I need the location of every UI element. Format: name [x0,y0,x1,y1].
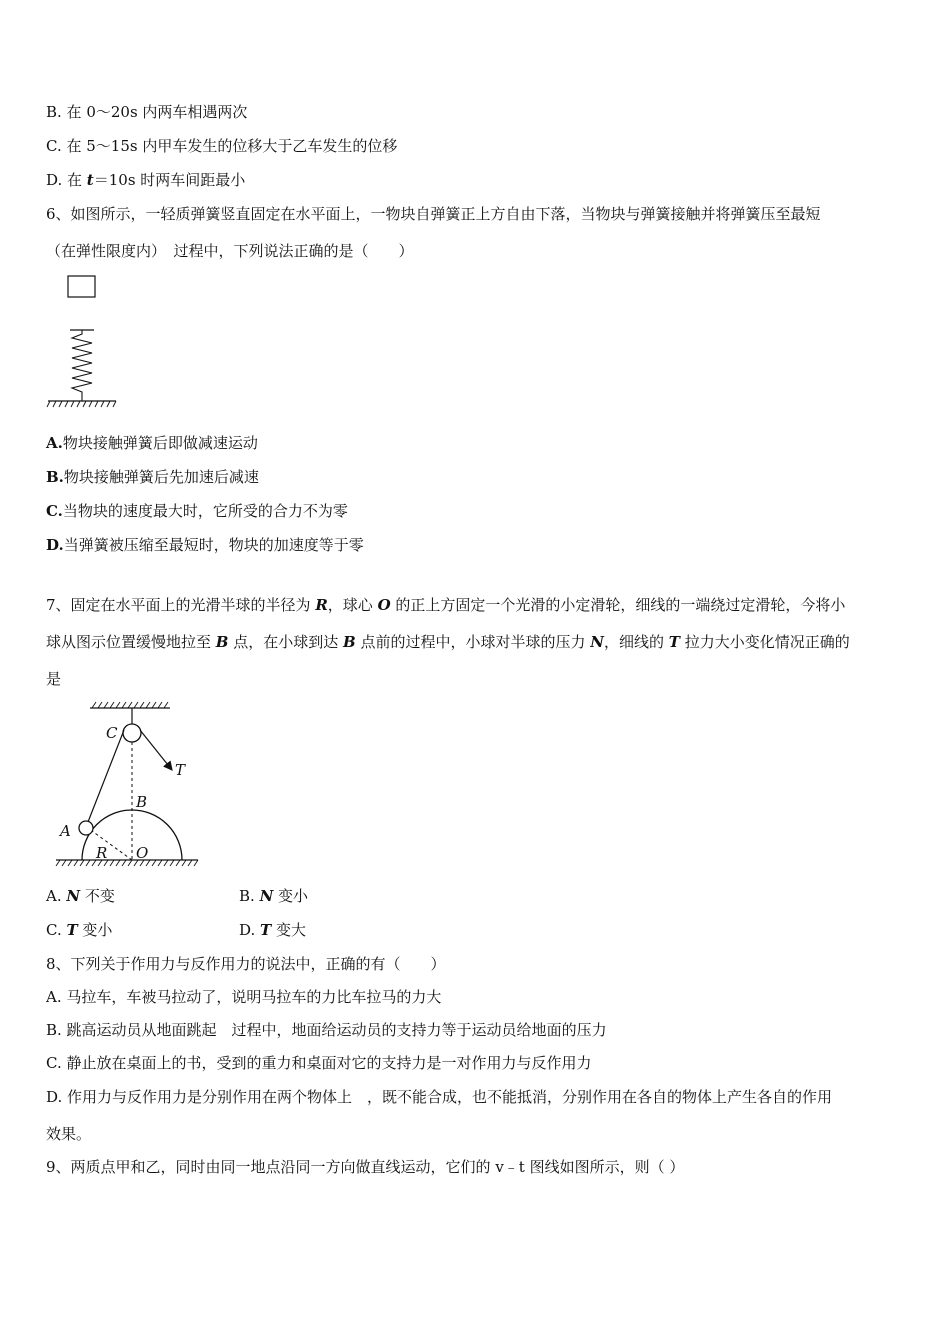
hemisphere-pulley-figure [52,700,212,872]
q6-stem-line2: （在弹性限度内） 过程中，下列说法正确的是（ ） [46,242,414,260]
q7-stem-line2: 球从图示位置缓慢地拉至 B 点，在小球到达 B 点前的过程中，小球对半球的压力 N，细线的 T 拉力大小变化情况正确的 [46,633,850,651]
q8-option-c: C. 静止放在桌面上的书，受到的重力和桌面对它的支持力是一对作用力与反作用力 [46,1054,592,1072]
q8-option-d-line1: D. 作用力与反作用力是分别作用在两个物体上 ，既不能合成，也不能抵消，分别作用在各自的物体上产生各自的作用 [46,1088,833,1106]
spring-coil [72,330,92,401]
ground-hatching [56,860,198,866]
label-o: O [136,844,149,862]
ground-hatching [47,401,116,407]
label-c: C [106,724,118,742]
q8-stem: 8、下列关于作用力与反作用力的说法中，正确的有（ ） [46,955,446,973]
q5-option-b: B. 在 0～20s 内两车相遇两次 [46,103,248,121]
label-r: R [96,844,108,862]
q6-option-c: C.当物块的速度最大时，它所受的合力不为零 [46,502,348,520]
tension-arrow [140,730,172,770]
q9-stem: 9、两质点甲和乙，同时由同一地点沿同一方向做直线运动，它们的 v﹣t 图线如图所示，则（ ） [46,1158,685,1176]
q5-option-d: D. 在 t＝10s 时两车间距最小 [46,171,246,189]
q7-option-a: A. N 不变 [46,887,115,905]
q6-option-d: D.当弹簧被压缩至最短时，物块的加速度等于零 [46,536,364,554]
spring-figure [44,272,124,412]
pulley [123,724,141,742]
q7-option-c: C. T 变小 [46,921,113,939]
q7-stem-line3: 是 [46,670,62,688]
q7-option-b: B. N 变小 [239,887,309,905]
label-b: B [136,793,148,811]
ball-a [79,821,93,835]
q8-option-b: B. 跳高运动员从地面跳起 过程中，地面给运动员的支持力等于运动员给地面的压力 [46,1021,607,1039]
q7-stem-line1: 7、固定在水平面上的光滑半球的半径为 R，球心 O 的正上方固定一个光滑的小定滑轮，细线的一端绕过定滑轮，今将小 [46,596,846,614]
q8-option-d-line2: 效果。 [46,1125,92,1143]
q6-option-b: B.物块接触弹簧后先加速后减速 [46,468,259,486]
q5-option-c: C. 在 5～15s 内甲车发生的位移大于乙车发生的位移 [46,137,398,155]
label-t: T [175,761,186,779]
falling-block [68,276,95,297]
ceiling-hatching [92,702,168,708]
q6-stem-line1: 6、如图所示，一轻质弹簧竖直固定在水平面上，一物块自弹簧正上方自由下落，当物块与弹簧接触并将弹簧压至最短 [46,205,821,223]
q6-option-a: A.物块接触弹簧后即做减速运动 [46,434,258,452]
string-to-ball [88,730,124,822]
q8-option-a: A. 马拉车，车被马拉动了，说明马拉车的力比车拉马的力大 [46,988,442,1006]
q7-option-d: D. T 变大 [239,921,306,939]
label-a: A [60,822,71,840]
